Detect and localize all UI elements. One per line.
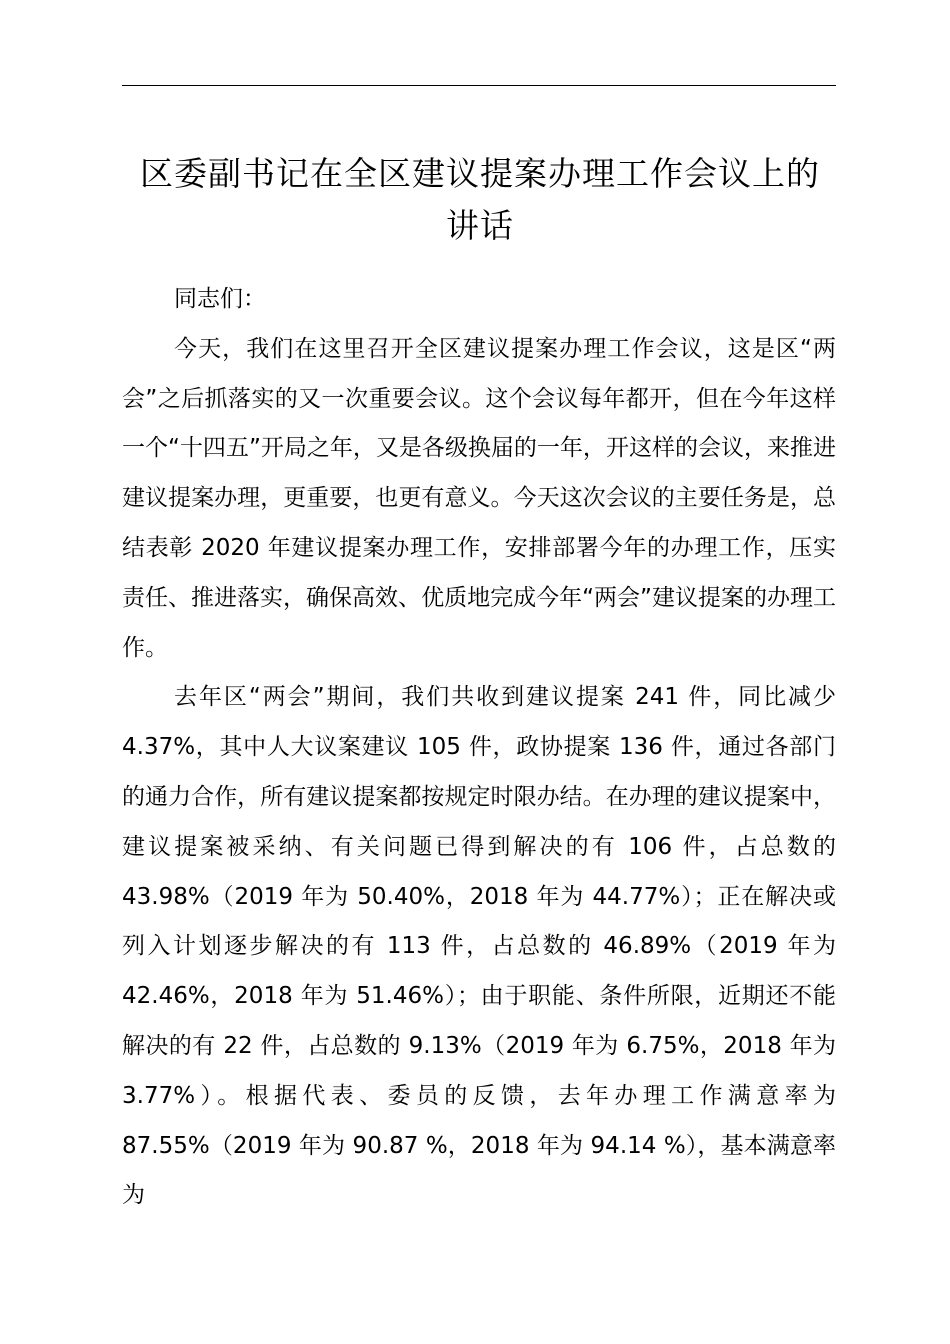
document-body xyxy=(122,275,836,1221)
paragraph-2: 去年区“两会”期间，我们共收到建议提案 241 件，同比减少 4.37%，其中人大议案建议 105 件，政协提案 136 件，通过各部门的通力合作，所有建议提案都按规定时限办结。在办理的建议提案中，建议提案被采纳、有关问题已得到解决的有 106 件，占总数的 43.98%（2019 年为 50.40%，2018 年为 44.77%）；正在解决或列入计划逐步解决的有 113 件，占总数的 46.89%（2019 年为 42.46%，2018 年为 51.46%）；由于职能、条件所限，近期还不能解决的有 22 件，占总数的 9.13%（2019 年为 6.75%，2018 年为 3.77%）。根据代表、委员的反馈，去年办理工作满意率为 87.55%（2019 年为 90.87 %，2018 年为 94.14 %），基本满意率为 xyxy=(122,684,836,1209)
paragraph-1: 今天，我们在这里召开全区建议提案办理工作会议，这是区“两会”之后抓落实的又一次重要会议。这个会议每年都开，但在今年这样一个“十四五”开局之年，又是各级换届的一年，开这样的会议，来推进建议提案办理，更重要，也更有意义。今天这次会议的主要任务是，总结表彰 2020 年建议提案办理工作，安排部署今年的办理工作，压实责任、推进落实，确保高效、优质地完成今年“两会”建议提案的办理工作。 xyxy=(122,335,836,661)
salutation: 同志们： xyxy=(174,286,266,312)
title-line-2: 讲话 xyxy=(446,206,514,245)
document-title xyxy=(110,148,850,252)
title-line-1: 区委副书记在全区建议提案办理工作会议上的 xyxy=(140,154,820,193)
header-rule xyxy=(122,85,836,86)
